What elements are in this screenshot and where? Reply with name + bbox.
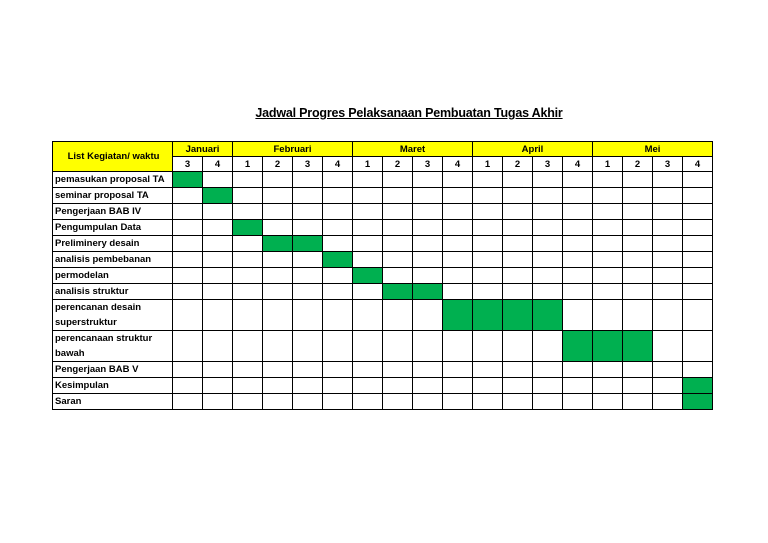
week-cell xyxy=(683,172,713,188)
week-cell xyxy=(533,188,563,204)
active-week-cell xyxy=(443,300,473,331)
week-cell xyxy=(413,172,443,188)
week-cell xyxy=(293,378,323,394)
week-cell xyxy=(233,188,263,204)
week-cell xyxy=(263,188,293,204)
week-cell xyxy=(173,252,203,268)
week-cell xyxy=(413,252,443,268)
week-cell xyxy=(473,378,503,394)
week-cell xyxy=(623,268,653,284)
activity-label: analisis pembebanan xyxy=(53,252,173,268)
active-week-cell xyxy=(563,331,593,362)
week-cell xyxy=(653,172,683,188)
table-row xyxy=(53,220,713,236)
week-cell xyxy=(263,204,293,220)
week-cell xyxy=(443,331,473,362)
week-cell xyxy=(593,236,623,252)
week-header: 4 xyxy=(683,157,713,172)
active-week-cell xyxy=(383,284,413,300)
week-cell xyxy=(533,172,563,188)
week-cell xyxy=(203,252,233,268)
activity-label: seminar proposal TA xyxy=(53,188,173,204)
table-row xyxy=(53,331,713,362)
week-cell xyxy=(533,362,563,378)
week-cell xyxy=(173,284,203,300)
week-cell xyxy=(623,252,653,268)
week-cell xyxy=(293,284,323,300)
week-cell xyxy=(383,362,413,378)
week-cell xyxy=(563,378,593,394)
active-week-cell xyxy=(203,188,233,204)
active-week-cell xyxy=(683,394,713,410)
week-cell xyxy=(233,331,263,362)
week-cell xyxy=(263,252,293,268)
month-header: Maret xyxy=(353,142,473,157)
week-cell xyxy=(563,172,593,188)
week-cell xyxy=(353,300,383,331)
week-cell xyxy=(593,204,623,220)
week-cell xyxy=(353,204,383,220)
active-week-cell xyxy=(593,331,623,362)
week-cell xyxy=(683,331,713,362)
week-cell xyxy=(263,394,293,410)
week-cell xyxy=(473,268,503,284)
week-cell xyxy=(593,378,623,394)
week-cell xyxy=(473,204,503,220)
week-cell xyxy=(533,394,563,410)
week-cell xyxy=(623,284,653,300)
activity-label: Preliminery desain xyxy=(53,236,173,252)
week-cell xyxy=(533,252,563,268)
week-cell xyxy=(653,300,683,331)
week-cell xyxy=(593,362,623,378)
week-cell xyxy=(413,268,443,284)
table-row xyxy=(53,236,713,252)
activity-label: Pengumpulan Data xyxy=(53,220,173,236)
week-cell xyxy=(473,172,503,188)
week-cell xyxy=(503,172,533,188)
week-cell xyxy=(413,300,443,331)
active-week-cell xyxy=(623,331,653,362)
week-cell xyxy=(593,220,623,236)
active-week-cell xyxy=(353,268,383,284)
week-cell xyxy=(593,188,623,204)
week-cell xyxy=(263,172,293,188)
table-row xyxy=(53,284,713,300)
week-cell xyxy=(383,172,413,188)
week-cell xyxy=(683,252,713,268)
week-cell xyxy=(323,236,353,252)
week-cell xyxy=(473,236,503,252)
week-header: 1 xyxy=(233,157,263,172)
table-row xyxy=(53,268,713,284)
week-cell xyxy=(353,172,383,188)
week-cell xyxy=(203,394,233,410)
week-header: 2 xyxy=(623,157,653,172)
week-cell xyxy=(563,188,593,204)
week-cell xyxy=(443,204,473,220)
week-cell xyxy=(563,284,593,300)
week-cell xyxy=(623,394,653,410)
week-cell xyxy=(593,300,623,331)
week-cell xyxy=(413,331,443,362)
week-cell xyxy=(563,252,593,268)
week-cell xyxy=(323,300,353,331)
week-cell xyxy=(233,252,263,268)
week-cell xyxy=(683,188,713,204)
activity-label: Pengerjaan BAB IV xyxy=(53,204,173,220)
week-cell xyxy=(413,362,443,378)
week-cell xyxy=(383,204,413,220)
month-header-row xyxy=(53,142,713,157)
week-cell xyxy=(533,204,563,220)
week-cell xyxy=(443,268,473,284)
week-cell xyxy=(533,331,563,362)
week-cell xyxy=(203,204,233,220)
week-cell xyxy=(263,284,293,300)
activity-label: perencanan desain superstruktur xyxy=(53,300,173,331)
week-cell xyxy=(263,331,293,362)
week-header: 1 xyxy=(353,157,383,172)
week-cell xyxy=(293,331,323,362)
month-header: April xyxy=(473,142,593,157)
activity-label: permodelan xyxy=(53,268,173,284)
active-week-cell xyxy=(173,172,203,188)
table-row xyxy=(53,188,713,204)
week-cell xyxy=(263,378,293,394)
week-cell xyxy=(503,378,533,394)
week-cell xyxy=(203,236,233,252)
active-week-cell xyxy=(533,300,563,331)
week-cell xyxy=(443,362,473,378)
week-cell xyxy=(653,378,683,394)
week-cell xyxy=(173,188,203,204)
week-cell xyxy=(593,284,623,300)
week-cell xyxy=(653,236,683,252)
week-cell xyxy=(383,268,413,284)
week-cell xyxy=(203,300,233,331)
week-cell xyxy=(233,394,263,410)
week-cell xyxy=(413,394,443,410)
active-week-cell xyxy=(293,236,323,252)
active-week-cell xyxy=(323,252,353,268)
week-cell xyxy=(203,220,233,236)
week-cell xyxy=(353,252,383,268)
activity-label: pemasukan proposal TA xyxy=(53,172,173,188)
week-cell xyxy=(293,362,323,378)
activity-column-header: List Kegiatan/ waktu xyxy=(53,142,173,172)
week-cell xyxy=(323,394,353,410)
week-cell xyxy=(353,394,383,410)
week-cell xyxy=(503,236,533,252)
week-header: 3 xyxy=(413,157,443,172)
week-cell xyxy=(533,378,563,394)
week-cell xyxy=(323,204,353,220)
week-header: 4 xyxy=(563,157,593,172)
week-cell xyxy=(563,362,593,378)
week-cell xyxy=(323,284,353,300)
week-cell xyxy=(383,394,413,410)
week-cell xyxy=(383,220,413,236)
week-cell xyxy=(293,188,323,204)
week-cell xyxy=(443,220,473,236)
week-cell xyxy=(413,378,443,394)
week-cell xyxy=(323,172,353,188)
week-cell xyxy=(443,394,473,410)
week-cell xyxy=(353,284,383,300)
week-cell xyxy=(653,331,683,362)
week-cell xyxy=(443,172,473,188)
week-header: 4 xyxy=(443,157,473,172)
week-cell xyxy=(443,188,473,204)
week-cell xyxy=(203,331,233,362)
week-cell xyxy=(353,188,383,204)
week-header: 2 xyxy=(503,157,533,172)
week-header: 4 xyxy=(323,157,353,172)
week-cell xyxy=(203,172,233,188)
week-cell xyxy=(473,284,503,300)
week-cell xyxy=(323,188,353,204)
week-cell xyxy=(293,268,323,284)
week-cell xyxy=(323,331,353,362)
month-header: Januari xyxy=(173,142,233,157)
active-week-cell xyxy=(233,220,263,236)
week-cell xyxy=(503,220,533,236)
week-cell xyxy=(473,331,503,362)
week-cell xyxy=(293,300,323,331)
week-cell xyxy=(233,236,263,252)
week-cell xyxy=(503,362,533,378)
week-cell xyxy=(683,220,713,236)
week-header: 1 xyxy=(473,157,503,172)
week-cell xyxy=(593,268,623,284)
week-cell xyxy=(533,220,563,236)
week-cell xyxy=(263,362,293,378)
week-cell xyxy=(383,378,413,394)
activity-label: Saran xyxy=(53,394,173,410)
week-cell xyxy=(563,268,593,284)
activity-label: analisis struktur xyxy=(53,284,173,300)
active-week-cell xyxy=(503,300,533,331)
week-cell xyxy=(233,378,263,394)
week-cell xyxy=(653,204,683,220)
week-cell xyxy=(443,378,473,394)
week-cell xyxy=(653,268,683,284)
week-header: 2 xyxy=(263,157,293,172)
week-cell xyxy=(203,362,233,378)
week-cell xyxy=(623,188,653,204)
week-cell xyxy=(623,172,653,188)
active-week-cell xyxy=(473,300,503,331)
active-week-cell xyxy=(263,236,293,252)
week-cell xyxy=(263,220,293,236)
week-cell xyxy=(413,204,443,220)
week-cell xyxy=(263,268,293,284)
week-cell xyxy=(623,220,653,236)
week-header: 2 xyxy=(383,157,413,172)
week-cell xyxy=(203,284,233,300)
week-cell xyxy=(353,220,383,236)
week-cell xyxy=(233,268,263,284)
active-week-cell xyxy=(413,284,443,300)
week-cell xyxy=(503,204,533,220)
week-cell xyxy=(263,300,293,331)
week-cell xyxy=(653,252,683,268)
week-cell xyxy=(173,362,203,378)
week-cell xyxy=(683,236,713,252)
week-cell xyxy=(173,378,203,394)
week-cell xyxy=(353,378,383,394)
week-cell xyxy=(623,378,653,394)
week-cell xyxy=(503,394,533,410)
week-cell xyxy=(653,220,683,236)
week-cell xyxy=(683,300,713,331)
week-cell xyxy=(353,236,383,252)
week-cell xyxy=(563,204,593,220)
week-cell xyxy=(563,220,593,236)
week-cell xyxy=(563,394,593,410)
week-cell xyxy=(173,300,203,331)
week-cell xyxy=(443,236,473,252)
week-cell xyxy=(683,268,713,284)
week-cell xyxy=(383,188,413,204)
week-cell xyxy=(593,394,623,410)
week-cell xyxy=(173,236,203,252)
table-row xyxy=(53,394,713,410)
week-cell xyxy=(233,300,263,331)
week-cell xyxy=(413,220,443,236)
week-cell xyxy=(383,331,413,362)
page-title: Jadwal Progres Pelaksanaan Pembuatan Tugas Akhir xyxy=(255,106,563,120)
week-header: 3 xyxy=(653,157,683,172)
month-header: Februari xyxy=(233,142,353,157)
table-row xyxy=(53,362,713,378)
week-cell xyxy=(533,236,563,252)
week-cell xyxy=(653,362,683,378)
activity-label: Kesimpulan xyxy=(53,378,173,394)
week-cell xyxy=(233,204,263,220)
week-cell xyxy=(533,284,563,300)
week-cell xyxy=(413,236,443,252)
week-cell xyxy=(293,394,323,410)
week-header: 1 xyxy=(593,157,623,172)
month-header: Mei xyxy=(593,142,713,157)
week-cell xyxy=(293,220,323,236)
active-week-cell xyxy=(683,378,713,394)
week-cell xyxy=(233,172,263,188)
week-header: 3 xyxy=(533,157,563,172)
week-cell xyxy=(623,362,653,378)
week-cell xyxy=(653,394,683,410)
week-cell xyxy=(473,394,503,410)
week-header: 3 xyxy=(293,157,323,172)
week-cell xyxy=(503,331,533,362)
schedule-table xyxy=(52,141,713,410)
week-cell xyxy=(233,284,263,300)
activity-label: perencanaan struktur bawah xyxy=(53,331,173,362)
week-cell xyxy=(173,331,203,362)
week-cell xyxy=(563,300,593,331)
week-cell xyxy=(383,236,413,252)
week-cell xyxy=(413,188,443,204)
week-cell xyxy=(593,172,623,188)
week-cell xyxy=(473,220,503,236)
week-cell xyxy=(203,268,233,284)
week-cell xyxy=(443,284,473,300)
week-cell xyxy=(203,378,233,394)
week-cell xyxy=(503,188,533,204)
week-cell xyxy=(653,188,683,204)
table-row xyxy=(53,252,713,268)
week-cell xyxy=(593,252,623,268)
week-cell xyxy=(173,394,203,410)
week-cell xyxy=(473,362,503,378)
week-cell xyxy=(563,236,593,252)
week-cell xyxy=(533,268,563,284)
table-row xyxy=(53,378,713,394)
week-cell xyxy=(503,268,533,284)
week-cell xyxy=(653,284,683,300)
week-cell xyxy=(473,188,503,204)
week-cell xyxy=(473,252,503,268)
week-cell xyxy=(173,268,203,284)
week-cell xyxy=(443,252,473,268)
week-cell xyxy=(683,362,713,378)
week-cell xyxy=(353,331,383,362)
table-row xyxy=(53,204,713,220)
week-cell xyxy=(323,362,353,378)
week-cell xyxy=(293,204,323,220)
week-cell xyxy=(323,220,353,236)
week-cell xyxy=(293,172,323,188)
week-cell xyxy=(173,220,203,236)
week-cell xyxy=(623,236,653,252)
week-cell xyxy=(323,268,353,284)
week-cell xyxy=(683,204,713,220)
week-cell xyxy=(383,252,413,268)
week-cell xyxy=(383,300,413,331)
week-cell xyxy=(233,362,263,378)
week-cell xyxy=(623,300,653,331)
week-cell xyxy=(503,252,533,268)
week-header: 3 xyxy=(173,157,203,172)
week-cell xyxy=(173,204,203,220)
week-cell xyxy=(323,378,353,394)
week-cell xyxy=(503,284,533,300)
week-cell xyxy=(293,252,323,268)
activity-label: Pengerjaan BAB V xyxy=(53,362,173,378)
week-header: 4 xyxy=(203,157,233,172)
table-row xyxy=(53,300,713,331)
week-cell xyxy=(623,204,653,220)
table-row xyxy=(53,172,713,188)
week-cell xyxy=(353,362,383,378)
week-cell xyxy=(683,284,713,300)
